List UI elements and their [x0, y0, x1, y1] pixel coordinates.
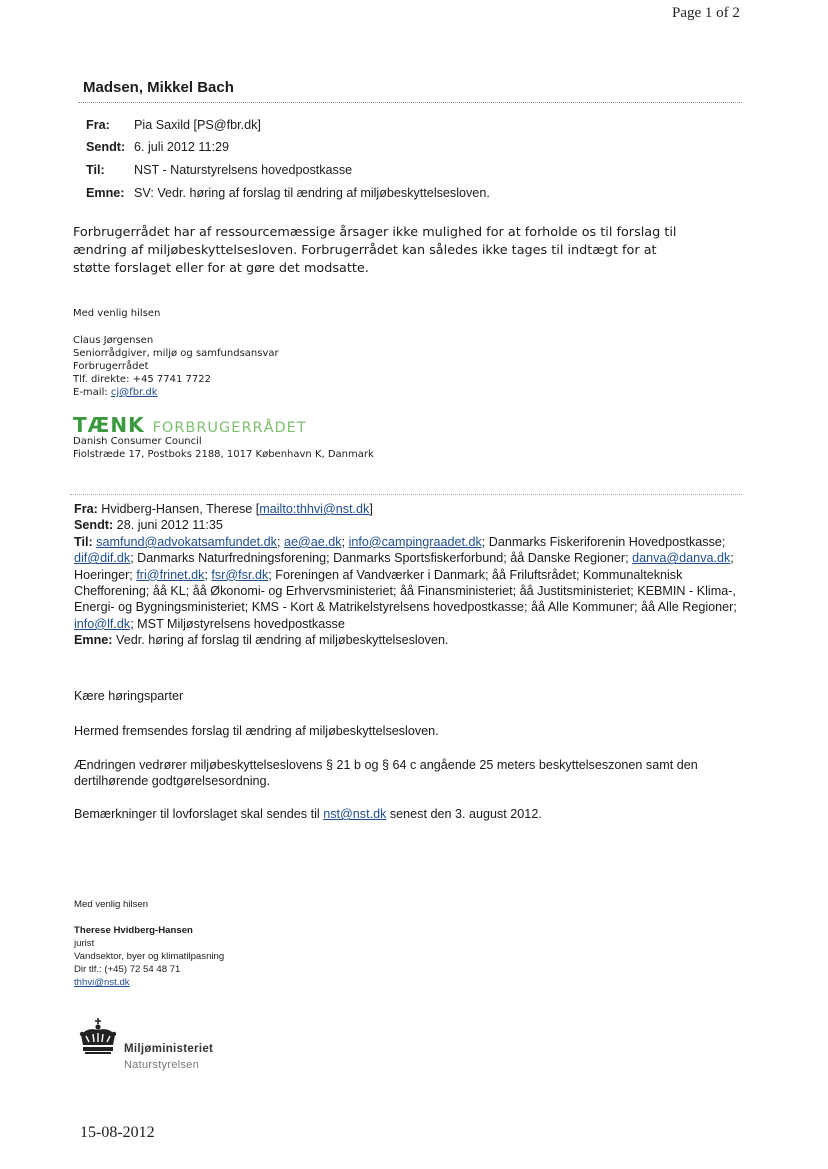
nst-email-link[interactable]: nst@nst.dk: [323, 807, 387, 821]
greeting-2: Med venlig hilsen: [74, 899, 149, 910]
spacer: [74, 911, 224, 924]
fwd-sent: [74, 517, 754, 533]
logo-taenk-text: TÆNK: [73, 413, 145, 437]
header-to-value: NST - Naturstyrelsens hovedpostkasse: [134, 163, 353, 177]
paragraph-1: Hermed fremsendes forslag til ændring af miljøbeskyttelsesloven.: [74, 724, 439, 738]
signature-2-email-link[interactable]: thhvi@nst.dk: [74, 977, 130, 988]
signature-2-title: jurist: [74, 938, 95, 949]
recipient-link[interactable]: ae@ae.dk: [283, 534, 342, 549]
recipient-separator: ;: [204, 567, 212, 582]
recipient-link[interactable]: info@campingraadet.dk: [348, 534, 482, 549]
taenk-logo: [73, 413, 307, 437]
header-sent-value: 6. juli 2012 11:29: [134, 140, 229, 154]
crown-icon: [77, 1017, 119, 1057]
paragraph-2: Ændringen vedrører miljøbeskyttelseslovens § 21 b og § 64 c angående 25 meters beskyttelseszonen samt den dertilhørende godtgørelsesordning.: [74, 758, 698, 789]
signature-2-dept: Vandsektor, byer og klimatilpasning: [74, 951, 225, 962]
fwd-to: [74, 534, 754, 632]
header-from: [86, 118, 261, 132]
recipient-text: ; MST Miljøstyrelsens hovedpostkasse: [130, 616, 345, 631]
email-body-line: Forbrugerrådet har af ressourcemæssige årsager ikke mulighed for at forholde os til forslag til: [73, 225, 677, 240]
logo-forbrugerraadet-text: FORBRUGERRÅDET: [152, 420, 307, 436]
forwarded-header: [74, 501, 754, 649]
council-block: [73, 435, 374, 461]
recipient-link[interactable]: samfund@advokatsamfundet.dk: [96, 534, 277, 549]
email-body-line: ændring af miljøbeskyttelsesloven. Forbrugerrådet kan således ikke tages til indtægt for at: [73, 243, 657, 258]
paragraph-3-post: senest den 3. august 2012.: [386, 807, 542, 821]
fwd-subject: [74, 632, 754, 648]
fwd-from-end: ]: [369, 502, 373, 516]
signature-email-link[interactable]: cj@fbr.dk: [110, 387, 158, 398]
page-number: Page 1 of 2: [672, 5, 740, 21]
fwd-from-value: Hvidberg-Hansen, Therese [: [97, 502, 260, 516]
signature-email-label: E-mail:: [73, 387, 111, 398]
recipient-text: ; Danmarks Naturfredningsforening; Danmarks Sportsfiskerforbund; åå Danske Regioner;: [130, 551, 633, 566]
header-from-label: Fra:: [86, 118, 110, 132]
signature-block-2: [74, 898, 224, 989]
recipient-text: ; Danmarks Fiskeriforenin Hovedpostkasse;: [481, 534, 726, 549]
signature-phone: Tlf. direkte: +45 7741 7722: [73, 374, 211, 385]
signature-email-row: [73, 386, 279, 399]
agency-name: Naturstyrelsen: [124, 1059, 200, 1071]
header-to-label: Til:: [86, 163, 105, 177]
ministry-name: Miljøministeriet: [124, 1043, 214, 1055]
header-subject-label: Emne:: [86, 186, 125, 200]
paragraph-3-pre: Bemærkninger til lovforslaget skal sendes til: [74, 807, 324, 821]
recipient-link[interactable]: fri@frinet.dk: [136, 567, 205, 582]
header-from-value: Pia Saxild [PS@fbr.dk]: [134, 118, 261, 132]
fwd-from: [74, 501, 754, 517]
sender-name: Madsen, Mikkel Bach: [83, 79, 234, 96]
signature-2-phone: Dir tlf.: (+45) 72 54 48 71: [74, 964, 181, 975]
signature-block: [73, 334, 279, 399]
header-to: [86, 163, 352, 177]
header-subject: [86, 186, 490, 200]
recipient-text: ; Foreningen af Vandværker i Danmark; åå Friluftsrådet; Kommunalteknisk Chefforening; åå KL; åå Økonomi- og Erhvervsministeriet; åå Finansministeriet; åå Justitsministeriet; KEBMIN - Klima-, Energi- og Bygningsministeriet; KMS - Kort & Matrikelstyrelsens hovedpostkasse; åå Alle Kommuner; åå Alle Regioner;: [74, 567, 737, 615]
recipient-link[interactable]: info@lf.dk: [74, 616, 131, 631]
signature-org: Forbrugerrådet: [73, 361, 149, 372]
salutation: Kære høringsparter: [74, 689, 184, 703]
signature-2-name: Therese Hvidberg-Hansen: [74, 925, 193, 936]
recipient-separator: ;: [341, 534, 349, 549]
signature-name: Claus Jørgensen: [73, 335, 154, 346]
fwd-subject-value: Vedr. høring af forslag til ændring af miljøbeskyttelsesloven.: [112, 633, 449, 648]
fwd-from-link[interactable]: mailto:thhvi@nst.dk: [259, 502, 370, 516]
recipient-link[interactable]: danva@danva.dk: [632, 551, 731, 566]
forward-divider: [70, 494, 742, 495]
email-body: [73, 224, 753, 278]
fwd-to-label: Til:: [74, 534, 93, 549]
recipient-separator: ;: [276, 534, 284, 549]
header-subject-value: SV: Vedr. høring af forslag til ændring af miljøbeskyttelsesloven.: [134, 186, 490, 200]
greeting: Med venlig hilsen: [73, 308, 161, 319]
footer-date: 15-08-2012: [80, 1124, 155, 1141]
recipient-link[interactable]: fsr@fsr.dk: [211, 567, 269, 582]
fwd-sent-value: 28. juni 2012 11:35: [113, 518, 223, 533]
header-sent-label: Sendt:: [86, 140, 126, 154]
header-sent: [86, 140, 229, 154]
email-body-line: støtte forslaget eller for at gøre det modsatte.: [73, 261, 369, 276]
fwd-sent-label: Sendt:: [74, 518, 114, 533]
fwd-from-label: Fra:: [74, 502, 98, 516]
recipient-text: ; Hoeringer;: [74, 551, 734, 582]
council-name: Danish Consumer Council: [73, 436, 202, 447]
signature-title: Seniorrådgiver, miljø og samfundsansvar: [73, 348, 279, 359]
header-divider: [78, 102, 742, 103]
recipient-link[interactable]: dif@dif.dk: [74, 551, 131, 566]
council-address: Fiolstræde 17, Postboks 2188, 1017 København K, Danmark: [73, 449, 374, 460]
fwd-subject-label: Emne:: [74, 633, 113, 648]
paragraph-3: [74, 806, 764, 822]
